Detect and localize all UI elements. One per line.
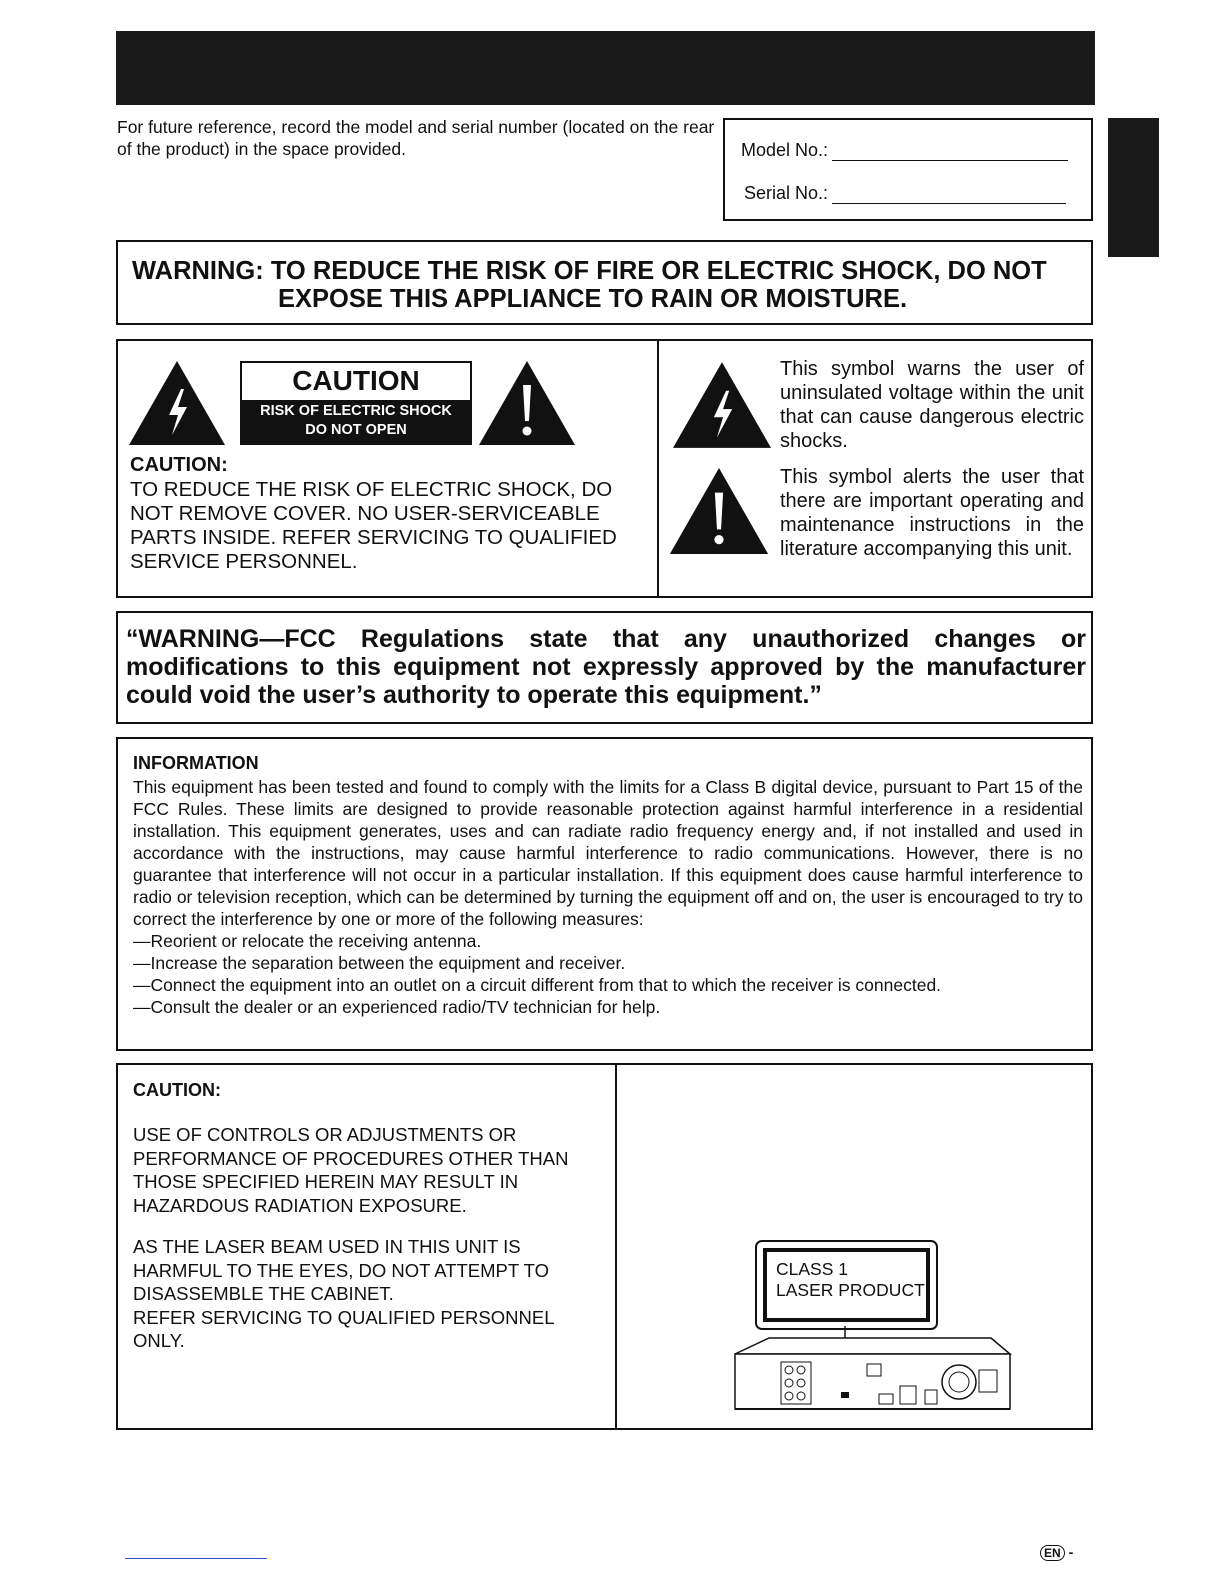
caution-body: TO REDUCE THE RISK OF ELECTRIC SHOCK, DO NOT REMOVE COVER. NO USER-SERVICEABLE PARTS INSIDE. REFER SERVICING TO QUALIFIED SERVICE PERSONNEL.: [130, 478, 617, 573]
caution-label-line-2: DO NOT OPEN: [305, 422, 407, 438]
laser-caution-paragraph-2-line-2: REFER SERVICING TO QUALIFIED PERSONNEL ONLY.: [133, 1306, 554, 1351]
caution-label-line-1: RISK OF ELECTRIC SHOCK: [260, 403, 452, 419]
voltage-symbol-text: This symbol warns the user of uninsulated voltage within the unit that can cause dangerous electric shocks.: [780, 358, 1084, 452]
caution-box: [116, 339, 1093, 598]
warning-line-2: EXPOSE THIS APPLIANCE TO RAIN OR MOISTURE.: [278, 285, 908, 313]
warning-box: [116, 240, 1093, 325]
laser-box-divider: [615, 1065, 617, 1428]
laser-product-label: [755, 1240, 938, 1330]
exclamation-symbol-text: This symbol alerts the user that there are important operating and maintenance instructions in the literature accompanying this unit.: [780, 466, 1084, 560]
model-label: Model No.:: [741, 140, 829, 160]
caution-label-title: CAUTION: [292, 365, 420, 396]
warning-line-1: WARNING: TO REDUCE THE RISK OF FIRE OR ELECTRIC SHOCK, DO NOT: [132, 257, 1047, 285]
language-side-tab: [1108, 118, 1159, 257]
exclamation-warning-icon: [479, 361, 575, 445]
model-field: [741, 140, 1068, 161]
information-body: [133, 776, 1083, 1018]
laser-label-inner: [763, 1248, 930, 1322]
laser-caution-heading: CAUTION:: [133, 1080, 221, 1100]
page-footer: [1040, 1544, 1073, 1561]
information-paragraph: This equipment has been tested and found to comply with the limits for a Class B digital device, pursuant to Part 15 of the FCC Rules. These limits are designed to provide reasonable protection against harmful interference in a residential installation. This equipment generates, uses and can radiate radio frequency energy and, if not installed and used in accordance with the instructions, may cause harmful interference to radio communications. However, there is no guarantee that interference will not occur in a particular installation. If this equipment does cause harmful interference to radio or television reception, which can be determined by turning the equipment off and on, the user is encouraged to try to correct the interference by one or more of the following measures:: [133, 777, 1083, 929]
lightning-symbol-icon: [673, 362, 771, 448]
model-line: [832, 142, 1068, 161]
laser-label-line-1: CLASS 1: [776, 1259, 848, 1279]
fcc-warning-box: [116, 611, 1093, 724]
information-box: [116, 737, 1093, 1051]
caution-label: [240, 361, 472, 445]
lightning-warning-icon: [129, 361, 225, 445]
intro-text: For future reference, record the model and serial number (located on the rear of the product) in the space provided.: [117, 117, 715, 159]
measure-item: —Connect the equipment into an outlet on a circuit different from that to which the receiver is connected.: [133, 975, 942, 995]
bottom-rule: [125, 1558, 267, 1559]
serial-label: Serial No.:: [744, 183, 829, 203]
exclamation-symbol-icon: [669, 468, 769, 554]
laser-caution-paragraph-2-line-1: AS THE LASER BEAM USED IN THIS UNIT IS HARMFUL TO THE EYES, DO NOT ATTEMPT TO DISASSEMBLE THE CABINET.: [133, 1236, 549, 1304]
laser-label-line-2: LASER PRODUCT: [776, 1280, 925, 1300]
information-heading: INFORMATION: [133, 753, 259, 773]
record-box: [723, 118, 1093, 221]
caution-label-band: [242, 400, 470, 443]
serial-line: [832, 185, 1066, 204]
page-suffix: -: [1068, 1544, 1074, 1560]
header-bar: [116, 31, 1095, 105]
measure-item: —Reorient or relocate the receiving antenna.: [133, 931, 482, 951]
laser-caution-paragraph-2: [133, 1235, 588, 1353]
laser-caution-box: [116, 1063, 1093, 1430]
language-badge: EN: [1040, 1545, 1065, 1561]
caution-heading: CAUTION:: [130, 454, 228, 476]
fcc-warning-text: “WARNING—FCC Regulations state that any unauthorized changes or modifications to this equipment not expressly approved by the manufacturer could void the user’s authority to operate this equipment.”: [126, 625, 1086, 709]
laser-caution-paragraph-1: USE OF CONTROLS OR ADJUSTMENTS OR PERFORMANCE OF PROCEDURES OTHER THAN THOSE SPECIFIED HEREIN MAY RESULT IN HAZARDOUS RADIATION EXPOSURE.: [133, 1124, 569, 1216]
device-rear-panel-illustration: [725, 1326, 1015, 1419]
measure-item: —Consult the dealer or an experienced radio/TV technician for help.: [133, 997, 661, 1017]
serial-field: [744, 183, 1066, 204]
measure-item: —Increase the separation between the equipment and receiver.: [133, 953, 626, 973]
